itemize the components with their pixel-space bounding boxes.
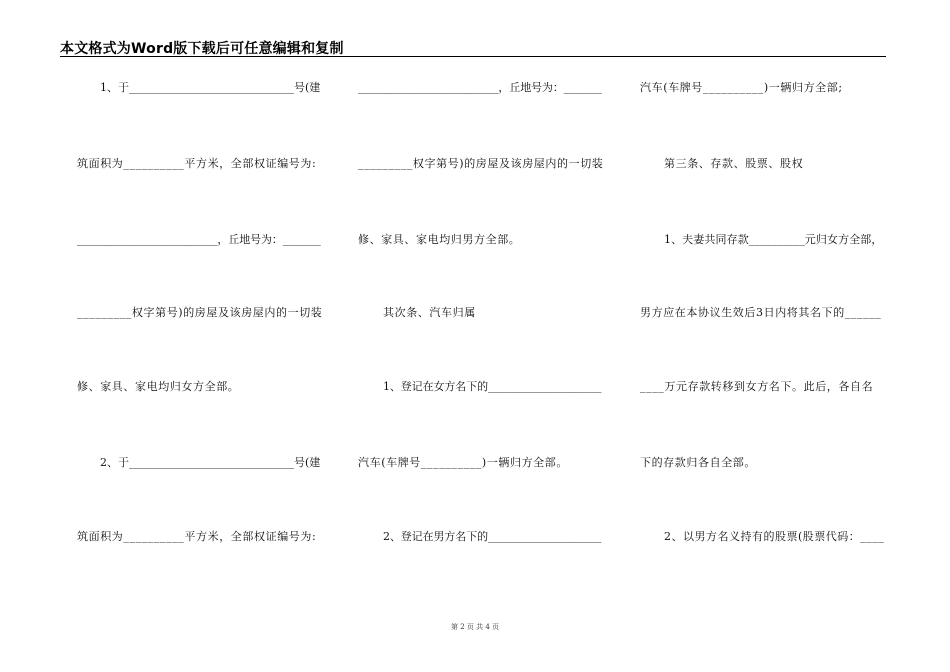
text-line: 男方应在本协议生效后3日内将其名下的______ [640, 306, 882, 319]
text-line: 筑面积为__________平方米，全部权证编号为: [77, 530, 317, 543]
text-line: 2、于______________________________号(建 [100, 456, 321, 469]
text-line: 2、以男方名义持有的股票(股票代码：____ [664, 530, 885, 543]
text-line: 筑面积为__________平方米，全部权证编号为: [77, 157, 317, 170]
text-line: 1、夫妻共同存款__________元归女方全部， [664, 233, 883, 246]
section-heading: 其次条、汽车归属 [383, 306, 476, 319]
page-footer: 第 2 页 共 4 页 [450, 623, 500, 631]
header-rule [60, 56, 886, 57]
text-line: 1、于______________________________号(建 [100, 81, 321, 94]
text-line: 汽车(车牌号__________)一辆归方全部。 [358, 456, 568, 469]
text-line: __________________________，丘地号为：_______ [358, 81, 602, 94]
page-header: 本文格式为Word版下载后可任意编辑和复制 [60, 41, 344, 57]
text-line: 修、家具、家电均归男方全部。 [358, 233, 521, 246]
text-line: ____万元存款转移到女方名下。此后，各自名 [640, 380, 874, 393]
text-line: 1、登记在女方名下的_____________________ [383, 380, 602, 393]
section-heading: 第三条、存款、股票、股权 [664, 157, 804, 170]
text-line: _________权字第号)的房屋及该房屋内的一切装 [358, 157, 604, 170]
text-line: 汽车(车牌号__________)一辆归方全部; [640, 81, 843, 94]
text-line: _________权字第号)的房屋及该房屋内的一切装 [77, 306, 323, 319]
text-line: 2、登记在男方名下的_____________________ [383, 530, 602, 543]
text-line: 修、家具、家电均归女方全部。 [77, 380, 240, 393]
text-line: __________________________，丘地号为：_______ [77, 233, 321, 246]
text-line: 下的存款归各自全部。 [640, 456, 756, 469]
